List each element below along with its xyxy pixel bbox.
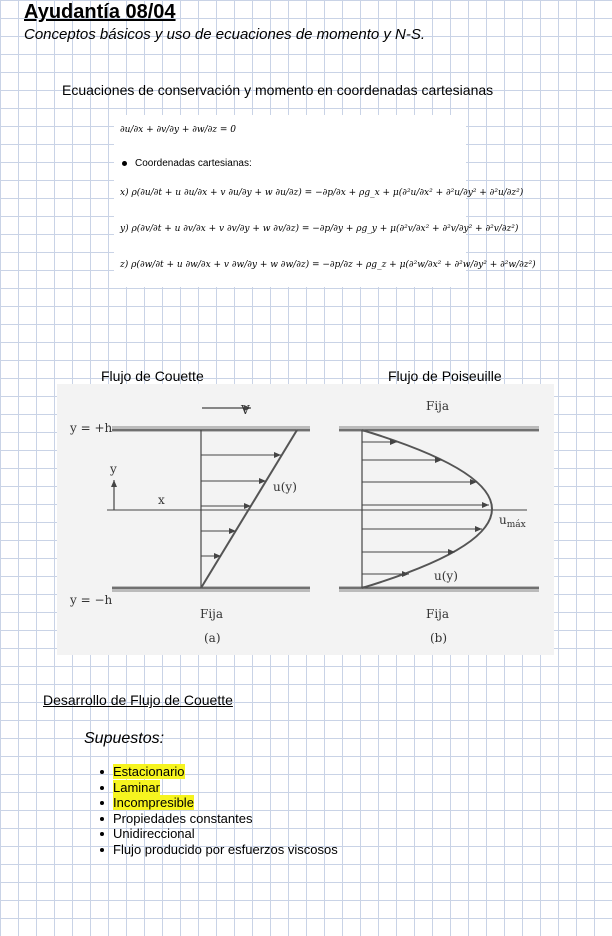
- couette-fixed-label: Fija: [200, 607, 224, 621]
- y-label: y): [120, 224, 129, 234]
- assumptions-list: [99, 764, 338, 858]
- assumption-viscous-driven: Flujo producido por esfuerzos viscosos: [113, 841, 338, 857]
- couette-velocity-arrows: [201, 455, 281, 556]
- equations-heading: Ecuaciones de conservación y momento en coordenadas cartesianas: [62, 82, 494, 98]
- continuity-equation: ∂u/∂x + ∂v/∂y + ∂w/∂z = 0: [120, 125, 237, 135]
- x-momentum-equation: ρ(∂u/∂t + u ∂u/∂x + v ∂u/∂y + w ∂u/∂z) = −∂p/∂x + ρg_x + μ(∂²u/∂x² + ∂²u/∂y² + ∂²u/∂z²): [131, 188, 524, 198]
- page-subtitle: Conceptos básicos y uso de ecuaciones de momento y N-S.: [24, 26, 426, 43]
- list-item: [99, 826, 338, 842]
- flow-diagram-svg: [57, 384, 554, 655]
- plate-velocity-label: V: [241, 403, 250, 417]
- list-item: [99, 780, 338, 796]
- poiseuille-velocity-arrows: [362, 442, 489, 574]
- list-item: [99, 764, 338, 780]
- couette-top-plate: [112, 426, 310, 432]
- assumption-constant-properties: Propiedades constantes: [113, 810, 253, 826]
- z-label: z): [120, 260, 129, 270]
- equations-image: [114, 115, 536, 287]
- y-momentum-row: [120, 224, 518, 234]
- y-momentum-equation: ρ(∂v/∂t + u ∂v/∂x + v ∂v/∂y + w ∂v/∂z) = −∂p/∂y + ρg_y + μ(∂²v/∂x² + ∂²v/∂y² + ∂²v/∂z²): [131, 224, 519, 234]
- z-momentum-row: [120, 260, 536, 270]
- flow-diagram: [57, 384, 554, 655]
- parabolic-profile: [362, 430, 492, 588]
- poiseuille-title: Flujo de Poiseuille: [388, 368, 502, 384]
- page-title: Ayudantía 08/04: [24, 1, 176, 23]
- linear-profile: [201, 430, 297, 588]
- assumption-unidirectional: Unidireccional: [113, 826, 195, 842]
- x-momentum-row: [120, 188, 523, 198]
- poiseuille-top-plate: [339, 426, 539, 432]
- poiseuille-bottom-fixed-label: Fija: [426, 607, 450, 621]
- assumptions-title: Supuestos:: [84, 730, 165, 747]
- couette-profile-label: u(y): [273, 480, 297, 494]
- assumption-laminar: Laminar: [113, 779, 160, 795]
- bottom-boundary-label: y = −h: [70, 593, 113, 607]
- caption-a: (a): [204, 631, 221, 645]
- x-axis-label: x: [158, 493, 165, 507]
- list-item: [99, 795, 338, 811]
- top-boundary-label: y = +h: [70, 421, 113, 435]
- y-axis-label: y: [110, 462, 117, 476]
- list-item: [99, 811, 338, 827]
- x-label: x): [120, 188, 129, 198]
- couette-diagram: [69, 403, 310, 645]
- poiseuille-profile-label: u(y): [434, 569, 458, 583]
- list-item: [99, 842, 338, 858]
- couette-title: Flujo de Couette: [101, 368, 204, 384]
- coordinates-bullet: [122, 158, 252, 169]
- assumption-incompressible: Incompresible: [113, 795, 194, 811]
- max-velocity-symbol: u: [499, 513, 507, 527]
- z-momentum-equation: ρ(∂w/∂t + u ∂w/∂x + v ∂w/∂y + w ∂w/∂z) = −∂p/∂z + ρg_z + μ(∂²w/∂x² + ∂²w/∂y² + ∂²w/∂z²): [131, 260, 536, 270]
- development-heading: Desarrollo de Flujo de Couette: [43, 692, 233, 708]
- coordinates-label: Coordenadas cartesianas:: [135, 158, 252, 169]
- max-velocity-subscript: máx: [506, 520, 526, 530]
- poiseuille-top-fixed-label: Fija: [426, 399, 450, 413]
- bullet-dot: [122, 161, 127, 166]
- caption-b: (b): [430, 631, 448, 645]
- poiseuille-bottom-plate: [339, 586, 539, 592]
- poiseuille-diagram: [339, 399, 539, 645]
- assumption-stationary: Estacionario: [113, 764, 185, 779]
- couette-bottom-plate: [112, 586, 310, 592]
- max-velocity-label: [499, 513, 526, 530]
